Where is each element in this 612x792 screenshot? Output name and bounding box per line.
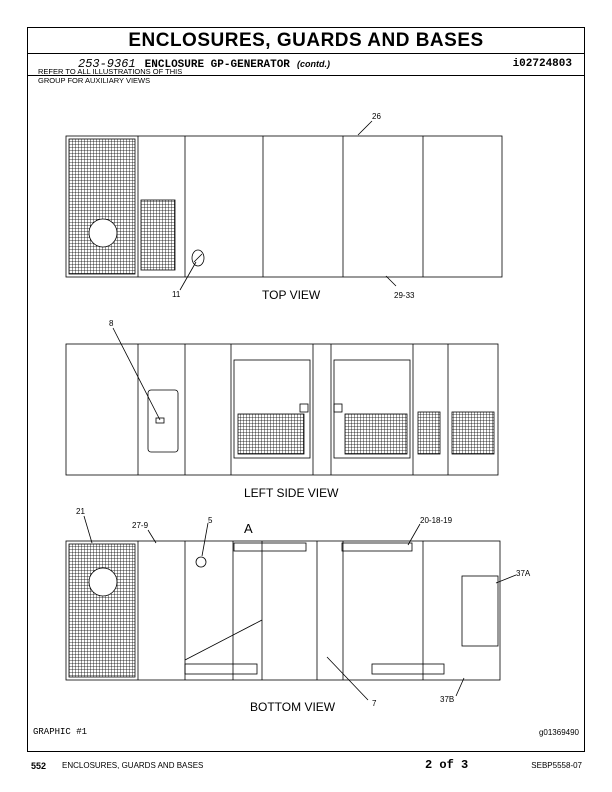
footer-page-of: 2 of 3 (425, 758, 469, 772)
callout-26: 26 (372, 112, 381, 121)
callout-5: 5 (208, 516, 213, 525)
callout-8: 8 (109, 319, 114, 328)
footer-section: ENCLOSURES, GUARDS AND BASES (62, 761, 204, 770)
callout-21: 21 (76, 507, 85, 516)
left-side-view-label: LEFT SIDE VIEW (244, 486, 339, 500)
bottom-view-label: BOTTOM VIEW (250, 700, 336, 714)
part-number: 253-9361 (78, 57, 136, 71)
reference-note: REFER TO ALL ILLUSTRATIONS OF THIS GROUP FOR AUXILIARY VIEWS (38, 67, 183, 85)
footer-doc-number: SEBP5558-07 (531, 761, 582, 770)
callout-11: 11 (172, 290, 181, 299)
top-view-label: TOP VIEW (262, 288, 321, 302)
callout-37B: 37B (440, 695, 455, 704)
part-name: ENCLOSURE GP-GENERATOR (144, 59, 290, 71)
callout-27-9: 27-9 (132, 521, 149, 530)
callout-20-18-19: 20-18-19 (420, 516, 453, 525)
callout-37A: 37A (516, 569, 531, 578)
bottom-view-drawing (66, 541, 500, 680)
graphic-label: GRAPHIC #1 (33, 727, 88, 737)
graphic-number: g01369490 (538, 728, 579, 737)
callout-A: A (244, 521, 253, 536)
callout-29-33: 29-33 (394, 291, 415, 300)
callout-7: 7 (372, 699, 377, 708)
contd-label: (contd.) (296, 59, 330, 69)
footer-page-number: 552 (31, 761, 47, 771)
top-view-drawing (66, 136, 502, 277)
illustration-id: i02724803 (512, 58, 572, 70)
page-title: ENCLOSURES, GUARDS AND BASES (28, 28, 584, 54)
